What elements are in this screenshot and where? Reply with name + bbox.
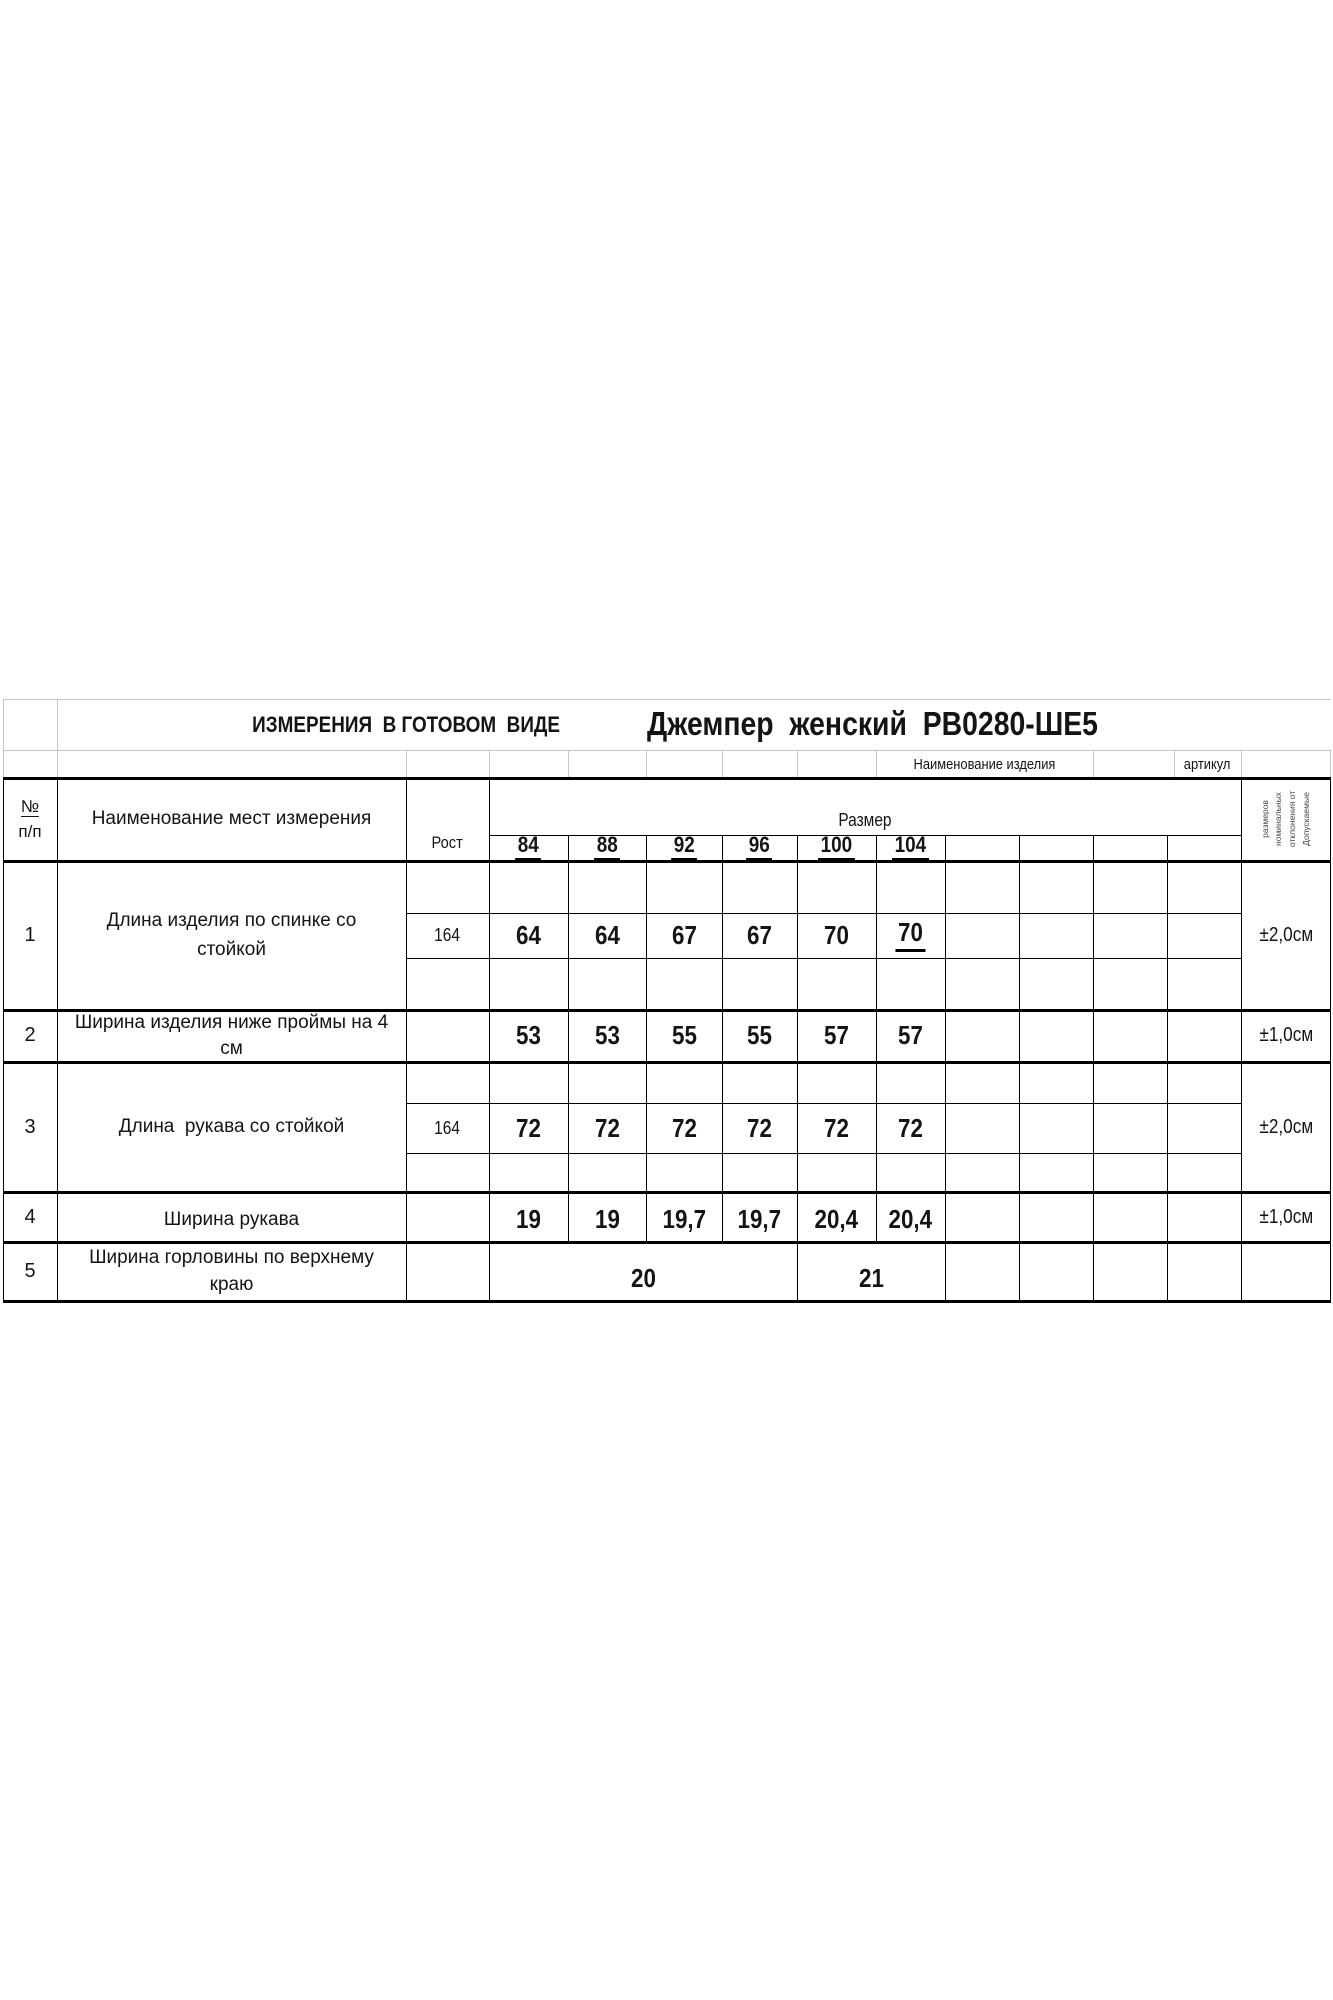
grid-line bbox=[945, 835, 946, 1303]
row-num: 5 bbox=[24, 1260, 36, 1282]
value-cell: 19 bbox=[516, 1203, 541, 1234]
row-num: 3 bbox=[24, 1115, 36, 1138]
size-92: 92 bbox=[646, 833, 722, 861]
grid-line bbox=[1330, 750, 1331, 778]
size-100: 100 bbox=[797, 833, 876, 861]
grid-line bbox=[646, 750, 647, 778]
grid-line bbox=[3, 1300, 1331, 1303]
grid-line bbox=[406, 958, 1242, 959]
merged-value-84-96: 20 bbox=[630, 1263, 656, 1293]
value-cell: 72 bbox=[594, 1112, 620, 1143]
value-cell: 72 bbox=[824, 1112, 849, 1143]
col-header-size: Размер bbox=[838, 810, 892, 830]
row-label: Длина изделия по спинке со стойкой bbox=[106, 910, 357, 960]
grid-line bbox=[1019, 835, 1020, 1303]
value-cell: 20,4 bbox=[814, 1203, 859, 1234]
value-cell: 57 bbox=[898, 1020, 923, 1050]
value-cell: 57 bbox=[824, 1020, 849, 1050]
grid-line bbox=[722, 750, 723, 778]
value-cell: 55 bbox=[747, 1020, 772, 1050]
value-cell: 20,4 bbox=[888, 1203, 933, 1234]
value-cell: 67 bbox=[671, 920, 697, 950]
value-cell: 72 bbox=[747, 1112, 772, 1143]
row-label: Ширина горловины по верхнему краю bbox=[89, 1246, 374, 1295]
col-header-measure-points: Наименование мест измерения bbox=[91, 807, 372, 829]
value-cell: 53 bbox=[516, 1020, 541, 1050]
grid-line bbox=[568, 750, 569, 778]
col-header-rost: Рост bbox=[431, 833, 464, 852]
size-84: 84 bbox=[489, 833, 568, 861]
value-cell: 72 bbox=[671, 1112, 697, 1143]
size-104: 104 bbox=[876, 833, 945, 861]
tolerance-note: размеров номинальных отклонения от Допускаемые bbox=[1259, 790, 1311, 848]
value-cell: 70 bbox=[876, 913, 945, 958]
grid-line bbox=[1093, 835, 1094, 1303]
rost-value: 164 bbox=[434, 1117, 461, 1138]
tolerance-value: ±1,0см bbox=[1259, 1024, 1313, 1046]
value-cell: 64 bbox=[516, 920, 541, 950]
rost-value: 164 bbox=[434, 925, 461, 945]
grid-line bbox=[1241, 750, 1242, 778]
grid-line bbox=[406, 1153, 1242, 1154]
sheet-title: ИЗМЕРЕНИЯ В ГОТОВОМ ВИДЕ bbox=[252, 711, 560, 737]
tolerance-value: ±1,0см bbox=[1259, 1205, 1313, 1228]
grid-line bbox=[1093, 750, 1094, 778]
col-header-num: № п/п bbox=[18, 796, 42, 841]
value-cell: 19,7 bbox=[662, 1203, 706, 1234]
product-name-label: Наименование изделия bbox=[913, 755, 1056, 773]
article-label: артикул bbox=[1184, 755, 1231, 773]
tolerance-value: ±2,0см bbox=[1259, 924, 1313, 946]
value-cell: 19,7 bbox=[737, 1203, 782, 1234]
grid-line bbox=[406, 750, 407, 778]
grid-line bbox=[3, 750, 1331, 751]
grid-line bbox=[489, 750, 490, 778]
grid-line bbox=[3, 699, 4, 778]
merged-value-100-104: 21 bbox=[858, 1263, 884, 1293]
row-num: 1 bbox=[24, 924, 36, 946]
grid-line bbox=[797, 750, 798, 778]
value-cell: 67 bbox=[747, 920, 772, 950]
value-cell: 55 bbox=[671, 1020, 697, 1050]
tolerance-value: ±2,0см bbox=[1259, 1115, 1313, 1138]
product-title: Джемпер женский РВ0280-ШЕ5 bbox=[647, 704, 1098, 742]
value-cell: 64 bbox=[594, 920, 620, 950]
grid-line bbox=[1167, 835, 1168, 1303]
value-cell: 72 bbox=[516, 1112, 541, 1143]
value-cell: 53 bbox=[594, 1020, 620, 1050]
row-label: Длина рукава со стойкой bbox=[118, 1115, 345, 1137]
value-cell: 19 bbox=[594, 1203, 620, 1234]
value-cell: 72 bbox=[898, 1112, 923, 1143]
value-cell: 70 bbox=[824, 920, 849, 950]
size-88: 88 bbox=[568, 833, 646, 861]
row-num: 2 bbox=[24, 1024, 36, 1046]
row-label: Ширина изделия ниже проймы на 4 см bbox=[74, 1011, 389, 1059]
row-label: Ширина рукава bbox=[163, 1209, 300, 1230]
size-96: 96 bbox=[722, 833, 797, 861]
row-num: 4 bbox=[24, 1205, 36, 1228]
